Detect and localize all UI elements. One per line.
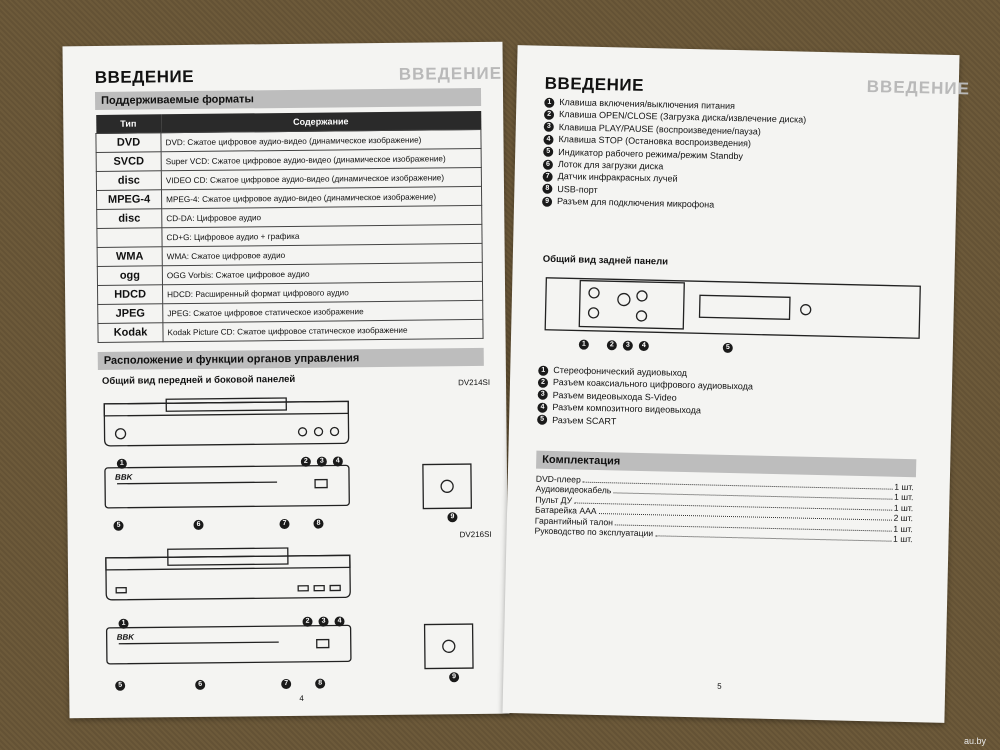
callout-badge: 9 — [447, 512, 457, 522]
format-logo: DVD — [96, 133, 161, 153]
callout-badge: 8 — [313, 519, 323, 529]
kit-list — [535, 474, 914, 545]
item-number-badge: 5 — [537, 415, 547, 425]
item-text: Лоток для загрузки диска — [557, 159, 664, 172]
callout-badge: 5 — [113, 521, 123, 531]
callout-badge: 7 — [281, 679, 291, 689]
page-heading: ВВЕДЕНИЕ — [94, 66, 195, 87]
callout-badge: 4 — [334, 616, 344, 626]
kit-qty: 1 шт. — [893, 492, 914, 503]
ghost-heading: ВВЕДЕНИЕ — [866, 77, 971, 99]
rear-panel-diagram — [539, 272, 931, 361]
item-text: Разъем для подключения микрофона — [556, 196, 715, 210]
format-description: Kodak Picture CD: Сжатое цифровое статическое изображение — [163, 319, 483, 341]
item-text: Датчик инфракрасных лучей — [557, 171, 678, 185]
page-heading: ВВЕДЕНИЕ — [544, 73, 645, 95]
kit-qty: 1 шт. — [893, 523, 913, 534]
format-description: Super VCD: Сжатое цифровое аудио-видео (динамическое изображение) — [161, 148, 481, 170]
callout-badge: 1 — [118, 619, 128, 629]
ghost-heading: ВВЕДЕНИЕ — [398, 63, 503, 84]
item-number-badge: 1 — [538, 365, 548, 375]
callout-badge: 1 — [579, 340, 589, 350]
item-number-badge: 1 — [544, 97, 554, 107]
kit-qty: 2 шт. — [893, 512, 914, 524]
callout-badge: 3 — [623, 341, 633, 351]
format-description: CD-DA: Цифровое аудио — [162, 205, 482, 227]
kit-item: Пульт ДУ — [535, 494, 573, 506]
callout-badge: 2 — [302, 617, 312, 627]
right-page — [502, 45, 971, 723]
kit-qty: 1 шт. — [893, 502, 914, 513]
format-description: WMA: Сжатое цифровое аудио — [162, 243, 482, 265]
callout-badge: 7 — [279, 519, 289, 529]
callout-badge: 3 — [317, 457, 327, 467]
kit-item: Гарантийный талон — [534, 515, 614, 527]
left-page — [62, 42, 509, 719]
item-text: Клавиша включения/выключения питания — [559, 97, 736, 112]
item-number-badge: 2 — [538, 378, 548, 388]
kit-item: Батарейка AAA — [534, 504, 597, 517]
model-label-2: DV216SI — [459, 529, 492, 540]
item-number-badge: 7 — [543, 172, 553, 182]
item-text: Клавиша PLAY/PAUSE (воспроизведение/пауза) — [558, 121, 761, 137]
format-logo: HDCD — [97, 285, 162, 305]
callout-badge: 5 — [723, 343, 733, 353]
item-number-badge: 3 — [538, 390, 548, 400]
kit-qty: 1 шт. — [894, 481, 914, 493]
controls-band: Расположение и функции органов управления — [98, 348, 484, 370]
front-controls-list — [542, 96, 807, 214]
item-number-badge: 2 — [544, 110, 554, 120]
page-number: 4 — [299, 693, 304, 703]
watermark: au.by — [963, 736, 986, 746]
item-text: Индикатор рабочего режима/режим Standby — [558, 146, 744, 161]
kit-item: Аудиовидеокабель — [535, 484, 612, 496]
item-text: Разъем SCART — [552, 414, 617, 427]
front-view-title: Общий вид передней и боковой панелей — [101, 373, 296, 387]
kit-item: Руководство по эксплуатации — [534, 525, 654, 539]
format-logo: ogg — [97, 266, 162, 286]
callout-badge: 1 — [117, 459, 127, 469]
callout-badge: 2 — [301, 457, 311, 467]
brand-logo-2: BBK — [116, 632, 135, 642]
item-number-badge: 5 — [543, 147, 553, 157]
format-logo: JPEG — [98, 304, 163, 324]
formats-band: Поддерживаемые форматы — [95, 88, 481, 110]
callout-badge: 4 — [639, 341, 649, 351]
model-label-1: DV214SI — [457, 377, 491, 388]
format-description: OGG Vorbis: Сжатое цифровое аудио — [162, 262, 482, 284]
brand-logo-1: BBK — [114, 472, 133, 482]
callout-badge: 6 — [193, 520, 203, 530]
callout-badge: 8 — [315, 679, 325, 689]
kit-band: Комплектация — [536, 451, 916, 478]
callout-badge: 3 — [318, 617, 328, 627]
item-text: Разъем видеовыхода S-Video — [552, 389, 677, 403]
table-row — [98, 319, 483, 342]
page-number: 5 — [717, 681, 722, 691]
format-logo: disc — [96, 171, 161, 191]
col-content: Содержание — [161, 111, 481, 133]
format-logo: disc — [97, 209, 162, 229]
item-number-badge: 3 — [544, 122, 554, 132]
callout-badge: 4 — [333, 456, 343, 466]
item-number-badge: 6 — [543, 159, 553, 169]
kit-item: DVD-плеер — [535, 473, 581, 485]
item-text: Клавиша OPEN/CLOSE (Загрузка диска/извлечение диска) — [558, 109, 807, 126]
format-logo: SVCD — [96, 152, 161, 172]
format-logo: Kodak — [98, 323, 163, 343]
format-description: JPEG: Сжатое цифровое статическое изображение — [163, 300, 483, 322]
callout-badge: 2 — [607, 340, 617, 350]
format-logo: MPEG-4 — [97, 190, 162, 210]
item-number-badge: 8 — [542, 184, 552, 194]
format-description: MPEG-4: Сжатое цифровое аудио-видео (динамическое изображение) — [162, 186, 482, 208]
callout-badge: 6 — [195, 680, 205, 690]
item-text: Клавиша STOP (Остановка воспроизведения) — [558, 134, 752, 149]
item-text: Разъем композитного видеовыхода — [552, 402, 702, 416]
formats-table — [95, 111, 483, 343]
format-description: DVD: Сжатое цифровое аудио-видео (динамическое изображение) — [161, 129, 481, 151]
kit-qty: 1 шт. — [892, 533, 913, 545]
rear-view-title: Общий вид задней панели — [542, 253, 669, 268]
item-text: Разъем коаксиального цифрового аудиовыхода — [552, 377, 754, 392]
item-text: USB-порт — [557, 183, 598, 195]
format-description: HDCD: Расширенный формат цифрового аудио — [162, 281, 482, 303]
item-number-badge: 4 — [543, 135, 553, 145]
format-description: CD+G: Цифровое аудио + графика — [162, 224, 482, 246]
rear-connectors-list — [537, 364, 753, 431]
item-text: Стереофонический аудиовыход — [553, 364, 688, 378]
front-panel-diagram-1 — [96, 390, 497, 534]
front-panel-diagram-2 — [98, 542, 499, 686]
format-description: VIDEO CD: Сжатое цифровое аудио-видео (динамическое изображение) — [161, 167, 481, 189]
format-logo — [97, 228, 162, 248]
col-type: Тип — [96, 114, 161, 133]
item-number-badge: 4 — [537, 402, 547, 412]
format-logo: WMA — [97, 247, 162, 267]
callout-badge: 5 — [115, 681, 125, 691]
item-number-badge: 9 — [542, 197, 552, 207]
callout-badge: 9 — [449, 672, 459, 682]
